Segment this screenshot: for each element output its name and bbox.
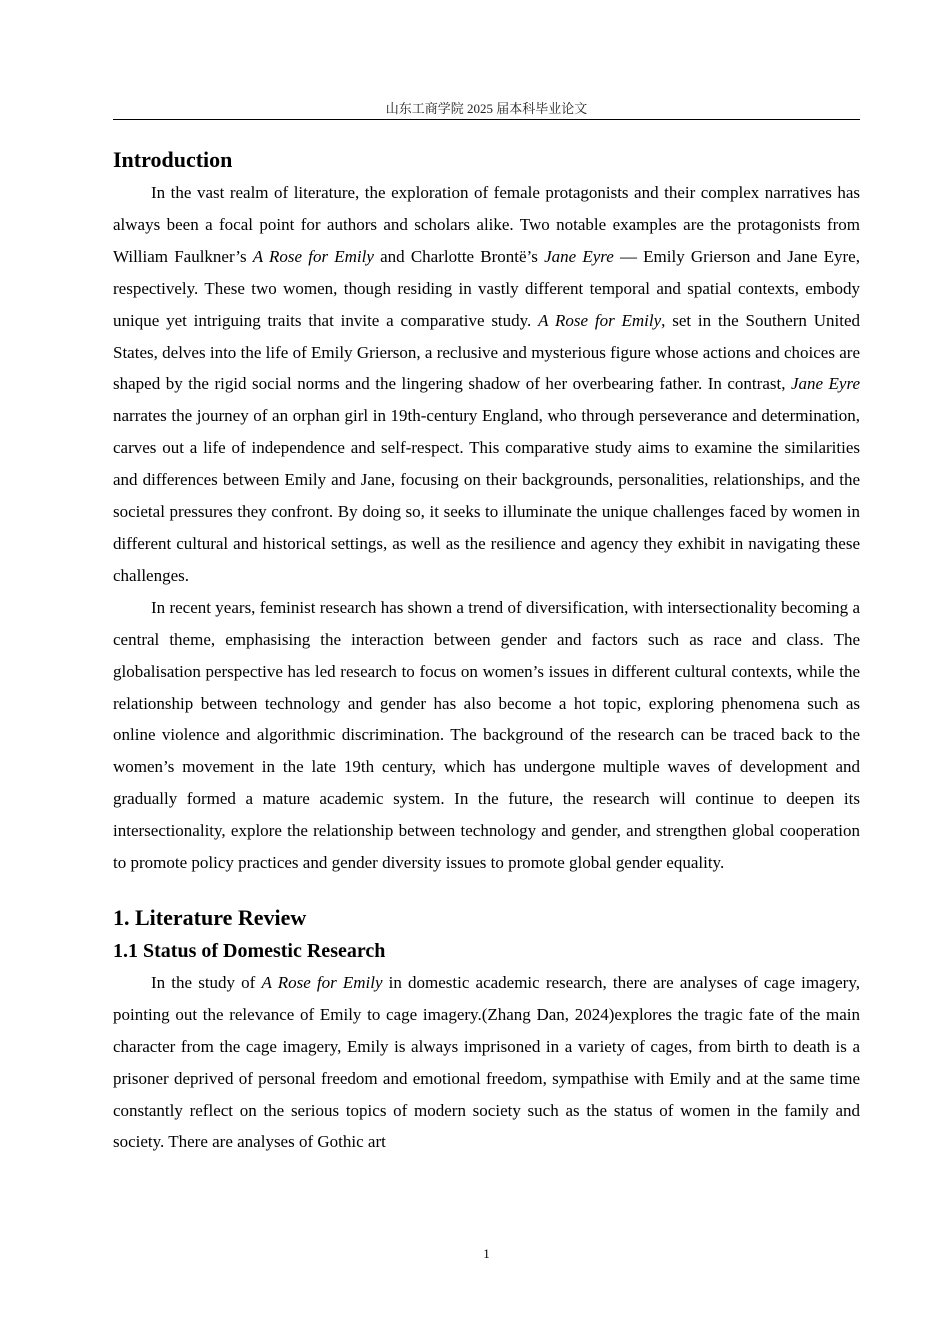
text-run: In recent years, feminist research has shown a trend of diversification, with intersectionality becoming a central theme, emphasising the interaction between gender and factors such as race and class. The globalisation perspective has led research to focus on women’s issues in different cultural contexts, while the relationship between technology and gender has also become a hot topic, exploring phenomena such as online violence and algorithmic discrimination. The background of the research can be traced back to the women’s movement in the late 19th century, which has undergone multiple waves of development and gradually formed a mature academic system. In the future, the research will continue to deepen its intersectionality, explore the relationship between technology and gender, and strengthen global cooperation to promote policy practices and gender diversity issues to promote global gender equality. (113, 597, 860, 873)
italic-title: Jane Eyre (790, 374, 860, 394)
text-run: — Emily Grierson and Jane Eyre, respectively. These two women, though residing in vastly different temporal and spatial contexts, embody unique yet intriguing traits that invite a comparative study. (113, 246, 860, 330)
subsection-heading-domestic-research: 1.1 Status of Domestic Research (113, 939, 386, 962)
italic-title: A Rose for Emily (538, 310, 662, 330)
text-run: In the study of (151, 972, 262, 992)
italic-title: Jane Eyre (544, 246, 614, 266)
text-run: narrates the journey of an orphan girl in 19th-century England, who through perseverance and determination, carves out a life of independence and self-respect. This comparative study aims to examine the similarities and differences between Emily and Jane, focusing on their backgrounds, personalities, relationships, and the societal pressures they confront. By doing so, it seeks to illuminate the unique challenges faced by women in different cultural and historical settings, as well as the resilience and agency they exhibit in navigating these challenges. (113, 406, 860, 585)
section-heading-literature-review: 1. Literature Review (113, 904, 307, 930)
paragraph (113, 177, 860, 592)
text-run: , set in the Southern United States, delves into the life of Emily Grierson, a reclusive and mysterious figure whose actions and choices are shaped by the rigid social norms and the lingering shadow of her overbearing father. In contrast, (113, 310, 860, 394)
text-run: in domestic academic research, there are analyses of cage imagery, pointing out the relevance of Emily to cage imagery.(Zhang Dan, 2024)explores the tragic fate of the main character from the cage imagery, Emily is always imprisoned in a variety of cages, from birth to death is a prisoner deprived of personal freedom and emotional freedom, sympathise with Emily and at the same time constantly reflect on the serious topics of modern society such as the status of women in the family and society. There are analyses of Gothic art (113, 972, 860, 1152)
section-heading-introduction: Introduction (113, 147, 233, 172)
paragraph (113, 967, 860, 1158)
italic-title: A Rose for Emily (261, 972, 383, 992)
running-header: 山东工商学院 2025 届本科毕业论文 (385, 101, 588, 116)
header-rule (113, 119, 860, 120)
italic-title: A Rose for Emily (252, 246, 374, 266)
text-run: In the vast realm of literature, the exploration of female protagonists and their complex narratives has always been a focal point for authors and scholars alike. Two notable examples are the protagonists from William Faulkner’s (113, 183, 860, 266)
page-number: 1 (483, 1246, 490, 1261)
text-run: and Charlotte Brontë’s (373, 246, 545, 266)
section-gap (113, 879, 860, 901)
paragraph (113, 592, 860, 879)
document-body (113, 143, 860, 1158)
